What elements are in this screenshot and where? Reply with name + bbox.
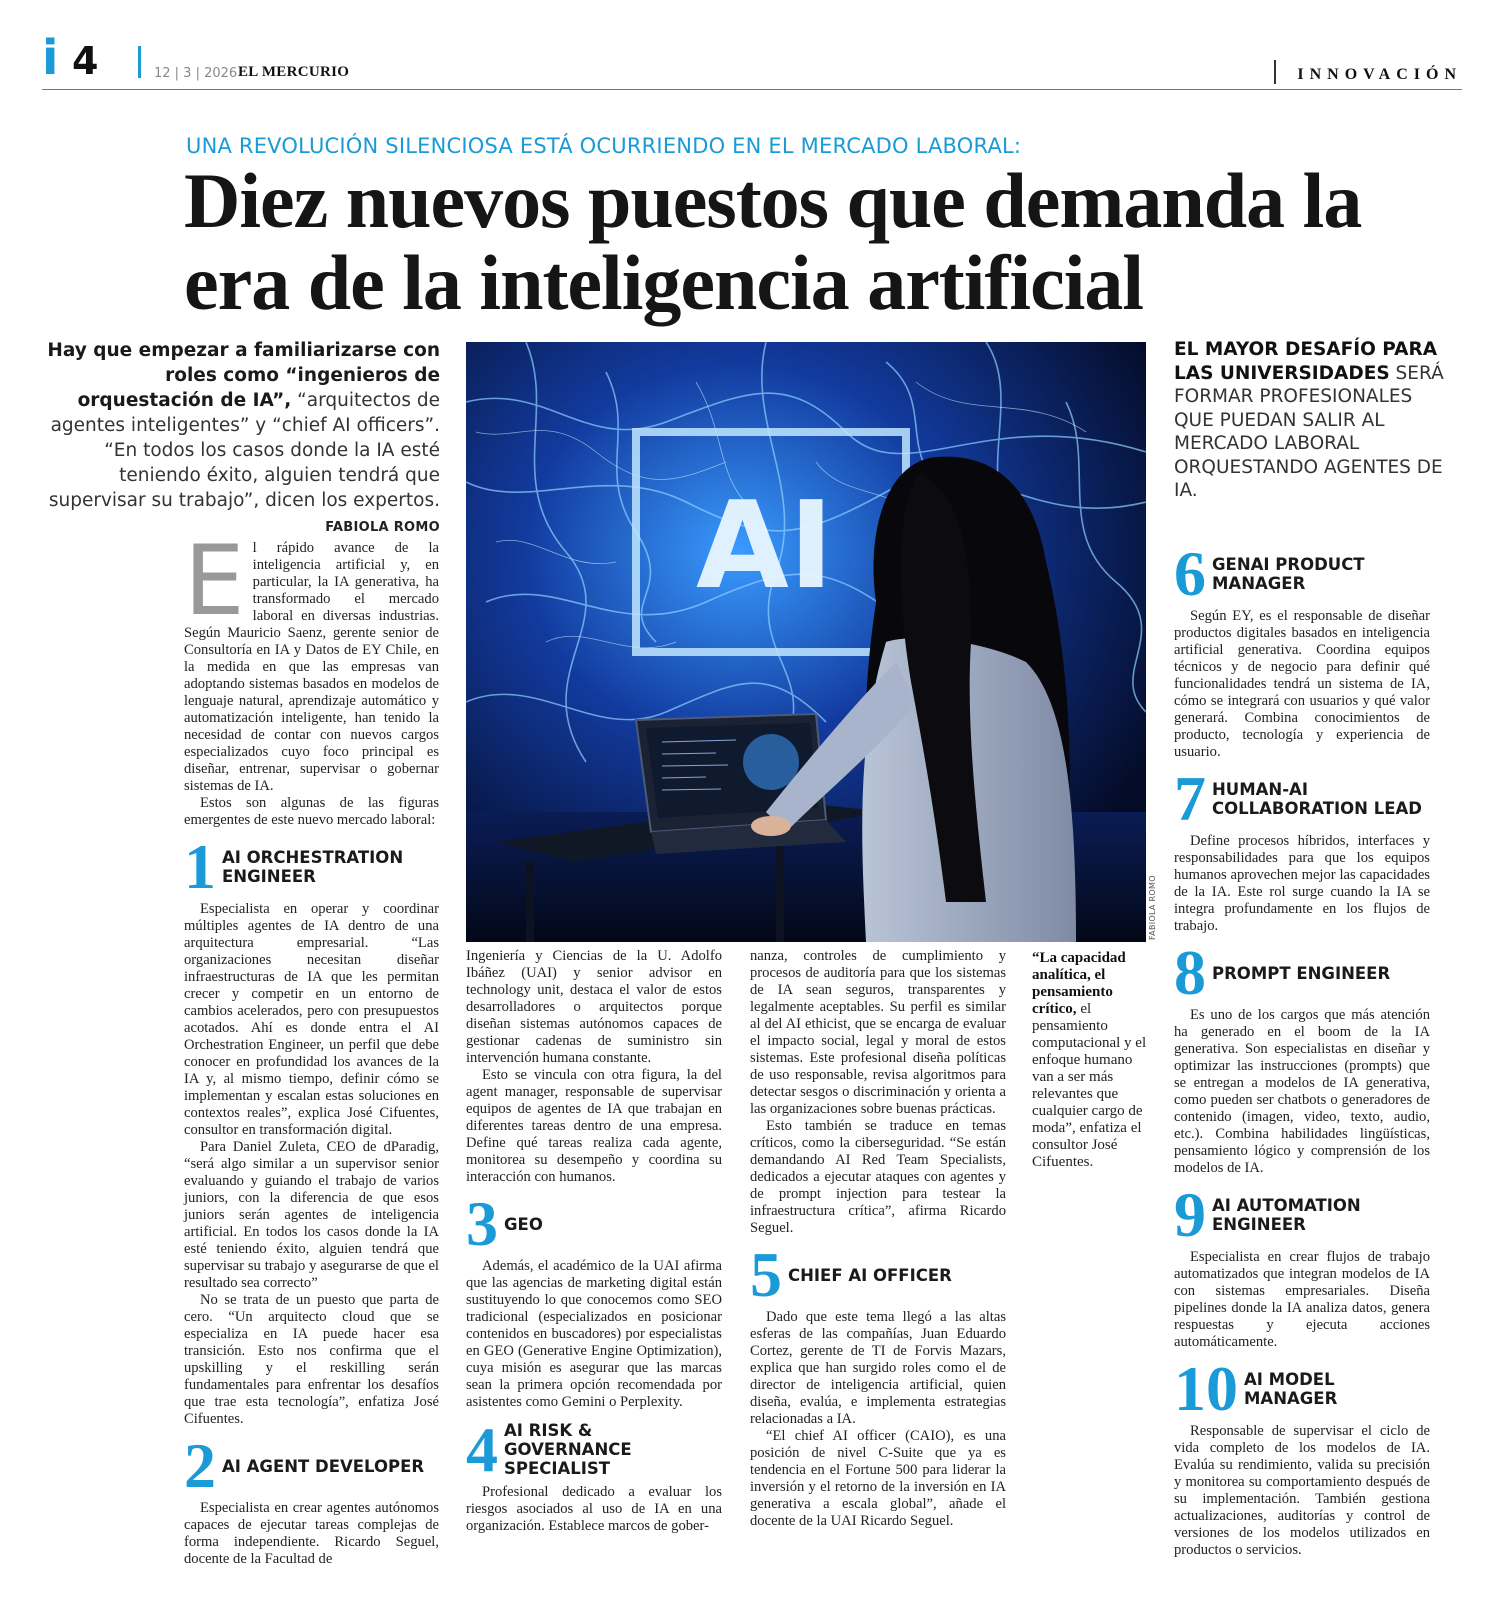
section-number: 9 (1174, 1179, 1206, 1250)
section-heading (1174, 538, 1430, 609)
article-column-2 (466, 948, 722, 1535)
body-paragraph: No se trata de un puesto que parta de cero. “Un arquitecto cloud que se especializa en IA puede hacer esa transición. Esto nos confirma que el upskilling y el reskilling serán fundamentales para enfrentar los desafíos que trae esta tecnología”, enfatiza José Cifuentes. (184, 1292, 439, 1427)
page-number: 4 (72, 39, 99, 83)
section-number: 2 (184, 1430, 216, 1501)
sidebar-highlight (1174, 338, 1444, 503)
body-paragraph: Esto también se traduce en temas críticos, como la ciberseguridad. “Se están demandando AI Red Team Specialists, dedicados a ejecutar ataques con agentes y de prompt injection para testear la infraestructura crítica”, afirma Ricardo Seguel. (750, 1118, 1006, 1236)
photo-credit: FABIOLA ROMO (1148, 875, 1157, 940)
section-number: 5 (750, 1239, 782, 1310)
section-heading (1174, 763, 1430, 834)
section-name: INNOVACIÓN (1297, 66, 1462, 83)
body-paragraph: “El chief AI officer (CAIO), es una posición de nivel C-Suite que ya es tendencia en el Fortune 500 para liderar la inversión y el retorno de la inversión en IA generativa a escala global”, añade el docente de la UAI Ricardo Seguel. (750, 1428, 1006, 1529)
body-paragraph: Especialista en crear agentes autónomos capaces de ejecutar tareas complejas de forma independiente. Ricardo Seguel, docente de la Facultad de (184, 1500, 439, 1567)
pull-quote-bold: “La capacidad analítica, el pensamiento crítico, (1032, 950, 1126, 1017)
section-heading (184, 1430, 439, 1501)
section-title: AI MODEL MANAGER (1244, 1370, 1338, 1408)
section-logo: i (42, 30, 59, 86)
section-heading (466, 1188, 722, 1259)
section-title: PROMPT ENGINEER (1212, 963, 1391, 983)
section-heading (1174, 1179, 1430, 1250)
byline: FABIOLA ROMO (325, 520, 440, 535)
section-title: CHIEF AI OFFICER (788, 1265, 952, 1285)
body-paragraph: Ingeniería y Ciencias de la U. Adolfo Ibáñez (UAI) y senior advisor en technology unit, destaca el valor de estos desarrolladores o arquitectos porque diseñan sistemas autónomos capaces de gestionar cadenas de suministro sin intervención humana constante. (466, 948, 722, 1066)
pull-quote (1032, 950, 1148, 1171)
body-paragraph: Es uno de los cargos que más atención ha generado en el boom de la IA generativa. Son especialistas en diseñar y optimizar las instrucciones (prompts) que se entregan a modelos de IA generativa, como pueden ser chatbots o generadores de contenido (imagen, video, texto, audio, etc.). Combina habilidades lingüísticas, pensamiento lógico y comprensión de los modelos de IA. (1174, 1007, 1430, 1176)
section-number: 7 (1174, 763, 1206, 834)
article-deck (40, 338, 440, 540)
body-paragraph: Esto se vincula con otra figura, la del agent manager, responsable de supervisar equipos de agentes de IA que trabajan en diferentes tareas dentro de una empresa. Define qué tareas realiza cada agente, monitorea su desempeño y coordina su interacción con humanos. (466, 1067, 722, 1185)
section-number: 3 (466, 1188, 498, 1259)
body-paragraph: nanza, controles de cumplimiento y procesos de auditoría para que los sistemas de IA sean seguros, transparentes y legalmente aceptables. Su perfil es similar al del AI ethicist, que se encarga de evaluar el impacto social, legal y moral de estos sistemas. Este profesional diseña políticas de uso responsable, revisa algoritmos para detectar sesgos o discriminación y orienta a las organizaciones sobre buenas prácticas. (750, 948, 1006, 1117)
intro-paragraph: l rápido avance de la inteligencia artificial y, en particular, la IA generativa, ha transformado el mercado laboral en diversas industrias. Según Mauricio Saenz, gerente senior de Consultoría en IA y Datos de EY Chile, en la medida en que las empresas van adoptando sistemas basados en modelos de lenguaje natural, aprendizaje automático y automatización inteligente, han tenido la necesidad de contar con nuevos cargos especializados cuyo foco principal es diseñar, entrenar, supervisar o gobernar sistemas de IA. (184, 540, 439, 794)
header-divider (138, 46, 141, 78)
section-title: AI RISK & GOVERNANCE SPECIALIST (504, 1421, 632, 1478)
drop-cap: E (184, 525, 245, 637)
section-title: AI AUTOMATION ENGINEER (1212, 1196, 1361, 1234)
article-headline (184, 157, 1404, 326)
section-title: AI ORCHESTRATION ENGINEER (222, 848, 404, 886)
section-title: GEO (504, 1214, 543, 1234)
deck-text: “arquitectos de agentes inteligentes” y “chief AI officers”. “En todos los casos donde la IA esté teniendo éxito, alguien tendrá que supervisar su trabajo”, dicen los expertos. (48, 390, 440, 511)
photo-illustration (466, 342, 1146, 942)
body-paragraph: Responsable de supervisar el ciclo de vida completo de los modelos de IA. Evalúa su rendimiento, valida su precisión y monitorea su comportamiento después de su implementación. También gestiona actualizaciones, auditorías y control de versiones de los modelos utilizados en productos o servicios. (1174, 1423, 1430, 1558)
section-title: AI AGENT DEVELOPER (222, 1456, 425, 1476)
section-heading (184, 831, 439, 902)
body-paragraph: Profesional dedicado a evaluar los riesgos asociados al uso de IA en una organización. Establece marcos de gober- (466, 1484, 722, 1534)
article-column-5 (1174, 536, 1430, 1559)
body-paragraph: Especialista en crear flujos de trabajo automatizados que integran modelos de IA con sistemas empresariales. Diseña pipelines donde la IA analiza datos, genera respuestas y ejecuta acciones automáticamente. (1174, 1249, 1430, 1350)
newspaper-name: EL MERCURIO (238, 64, 350, 80)
issue-date: 12 | 3 | 2026 (154, 66, 238, 81)
highlight-text: SERÁ FORMAR PROFESIONALES QUE PUEDAN SALIR AL MERCADO LABORAL ORQUESTANDO AGENTES DE IA. (1174, 362, 1444, 501)
section-heading (1174, 937, 1430, 1008)
article-photo (466, 342, 1146, 942)
section-number: 1 (184, 831, 216, 902)
section-number: 8 (1174, 937, 1206, 1008)
section-number: 4 (466, 1413, 498, 1485)
photo-sign-text: AI (696, 477, 834, 616)
article-column-3 (750, 948, 1006, 1530)
body-paragraph: Dado que este tema llegó a las altas esferas de las compañías, Juan Eduardo Cortez, gerente de TI de Forvis Mazars, explica que han surgido roles como el de director de inteligencia artificial, quien diseña, evalúa, e implementa estrategias relacionadas a IA. (750, 1309, 1006, 1427)
section-title: GENAI PRODUCT MANAGER (1212, 555, 1365, 593)
section-number: 10 (1174, 1353, 1238, 1424)
body-paragraph: Especialista en operar y coordinar múltiples agentes de IA dentro de una arquitectura empresarial. “Las organizaciones necesitan diseñar infraestructuras de IA que les permitan crecer y competir en un entorno de cambios acelerados, pero con presupuestos acotados. Ahí es donde entra el AI Orchestration Engineer, un perfil que debe conocer en profundidad los avances de la IA y, al mismo tiempo, definir cómo se implementan y escalan estas soluciones en contextos reales”, explica José Cifuentes, consultor en transformación digital. (184, 901, 439, 1138)
section-number: 6 (1174, 538, 1206, 609)
section-title: HUMAN-AI COLLABORATION LEAD (1212, 780, 1422, 818)
body-paragraph: Para Daniel Zuleta, CEO de dParadig, “será algo similar a un supervisor senior evaluando y guiando el trabajo de varios juniors, con la diferencia de que esos juniors serán agentes de inteligencia artificial. En todos los casos donde la IA esté teniendo éxito, alguien tendrá que supervisar su trabajo y asegurarse de que el resultado sea correcto” (184, 1139, 439, 1291)
section-heading (466, 1413, 722, 1485)
highlight-bold: EL MAYOR DESAFÍO PARA LAS UNIVERSIDADES (1174, 339, 1438, 384)
pull-quote-text: el pensamiento computacional y el enfoque humano van a ser más relevantes que cualquier cargo de moda”, enfatiza el consultor José Cifuentes. (1032, 1001, 1147, 1170)
body-paragraph: Además, el académico de la UAI afirma que las agencias de marketing digital están sustituyendo lo que conocemos como SEO tradicional (especializados en posicionar contenidos en buscadores) por especialistas en GEO (Generative Engine Optimization), cuya misión es asegurar que las marcas sean la primera opción recomendada por asistentes como Gemini o Perplexity. (466, 1258, 722, 1410)
article-kicker: UNA REVOLUCIÓN SILENCIOSA ESTÁ OCURRIENDO EN EL MERCADO LABORAL: (186, 134, 1022, 158)
section-heading (1174, 1353, 1430, 1424)
section-heading (750, 1239, 1006, 1310)
body-paragraph: Según EY, es el responsable de diseñar productos digitales basados en inteligencia artificial generativa. Coordina equipos técnicos y de negocio para definir qué funcionalidades tendrá un sistema de IA, cómo se integrará con usuarios y qué valor generará. Combina conocimientos de producto, tecnología y experiencia de usuario. (1174, 608, 1430, 760)
page-header (42, 30, 1462, 90)
headline-rest: que demanda la era de la inteligencia artificial (184, 157, 1362, 326)
intro-paragraph: Estos son algunas de las figuras emergentes de este nuevo mercado laboral: (184, 795, 439, 828)
section-divider (1274, 60, 1276, 84)
headline-bold: Diez nuevos puestos (184, 157, 829, 244)
deck-bold: Hay que empezar a familiarizarse con roles como “ingenieros de orquestación de IA”, (47, 340, 440, 411)
body-paragraph: Define procesos híbridos, interfaces y responsabilidades para que los equipos humanos aprovechen mejor las capacidades de la IA. Este rol surge cuando la IA se integra profundamente en los flujos de trabajo. (1174, 833, 1430, 934)
